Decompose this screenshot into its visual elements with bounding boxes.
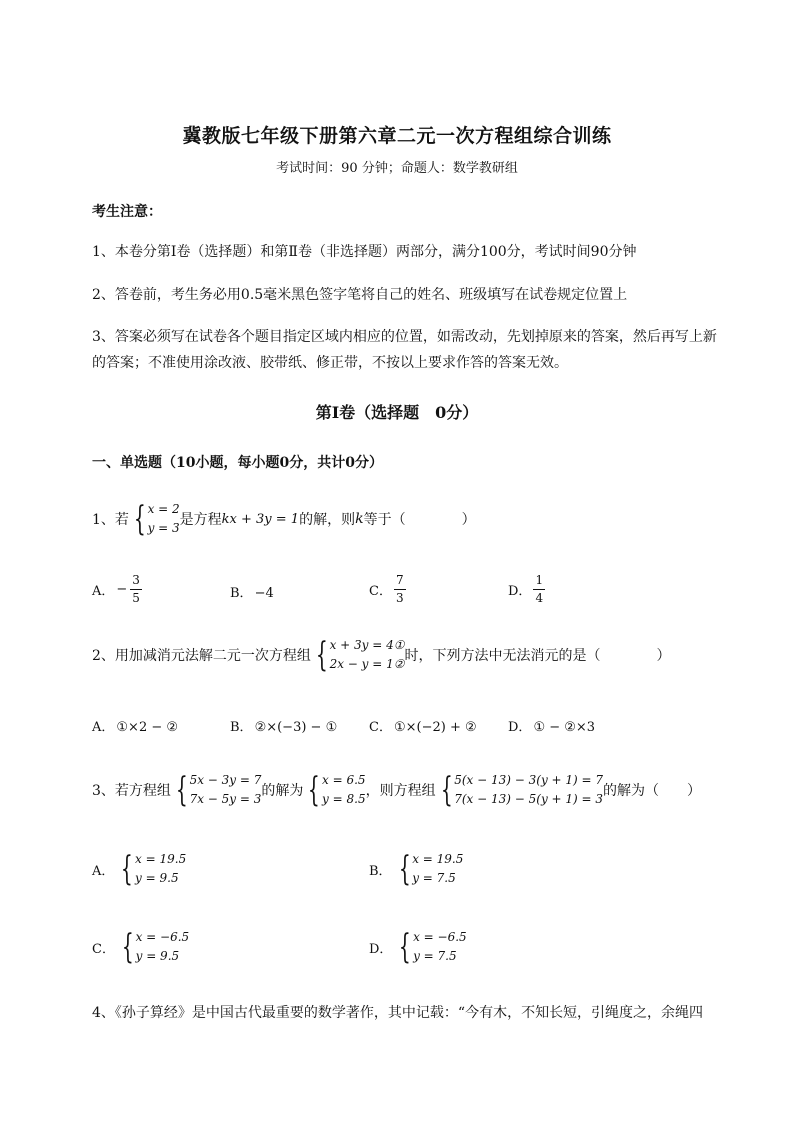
- option-value: ①×2 − ②: [116, 720, 179, 735]
- option-label: A．: [92, 863, 115, 879]
- option-label: B．: [369, 863, 392, 879]
- option-a[interactable]: [92, 850, 186, 888]
- section-title: 第Ⅰ卷（选择题 0分）: [315, 403, 479, 422]
- q2-suffix: 时，下列方法中无法消元的是（ ）: [404, 648, 671, 664]
- option-a[interactable]: [92, 572, 142, 607]
- fraction-denominator: 4: [535, 591, 544, 605]
- option-row: x = 19.5: [135, 852, 187, 866]
- q3-mid-2: ，则方程组: [365, 783, 436, 799]
- option-value: ①×(−2) + ②: [393, 720, 477, 735]
- page-title: 冀教版七年级下册第六章二元一次方程组综合训练: [182, 125, 612, 147]
- option-d[interactable]: [508, 716, 595, 735]
- option-c[interactable]: [92, 928, 189, 966]
- q2-system: { x + 3y = 4① 2x − y = 1②: [315, 635, 405, 675]
- q1-system-row: y = 3: [147, 521, 180, 535]
- q2-system-row: 2x − y = 1②: [329, 657, 405, 671]
- fraction-denominator: 3: [395, 591, 404, 605]
- q1-end: 等于（ ）: [363, 512, 476, 528]
- notice-item: 1、本卷分第Ⅰ卷（选择题）和第Ⅱ卷（非选择题）两部分，满分100分，考试时间90分钟: [92, 244, 637, 260]
- option-label: D．: [369, 941, 393, 957]
- option-label: D．: [508, 584, 532, 599]
- q3-system-2: { 5(x − 13) − 3(y + 1) = 7 7(x − 13) − 5(y + 1) = 3: [440, 770, 604, 810]
- fraction-numerator: 1: [533, 572, 545, 590]
- q3-system-row: 5x − 3y = 7: [189, 773, 262, 787]
- option-row: x = −6.5: [135, 930, 190, 944]
- option-row: y = 9.5: [135, 949, 180, 963]
- question-4: 4、《孙子算经》是中国古代最重要的数学著作，其中记载：“今有木，不知长短，引绳度之，余绳四: [92, 1005, 704, 1021]
- option-system: { x = 19.5 y = 7.5: [398, 849, 464, 889]
- q1-k: k: [355, 511, 364, 527]
- question-2: [92, 636, 671, 674]
- question-3: [92, 771, 701, 809]
- option-label: C．: [92, 941, 115, 957]
- q1-system-row: x = 2: [147, 502, 180, 516]
- question-1: [92, 500, 476, 538]
- q3-system-row: 7x − 5y = 3: [189, 792, 262, 806]
- option-fraction: [533, 572, 545, 607]
- option-a[interactable]: [92, 716, 178, 735]
- q3-solution-row: y = 8.5: [322, 792, 366, 806]
- option-system: { x = −6.5 y = 9.5: [121, 927, 190, 967]
- notice-item: 2、答卷前，考生务必用0.5毫米黑色签字笔将自己的姓名、班级填写在试卷规定位置上: [92, 287, 628, 303]
- option-system: { x = −6.5 y = 7.5: [399, 927, 467, 967]
- option-value: ① − ②×3: [533, 720, 596, 735]
- q3-solution-row: x = 6.5: [322, 773, 366, 787]
- q1-prefix: 1、若: [92, 512, 129, 528]
- q1-suffix: 的解，则: [299, 512, 356, 528]
- option-label: D．: [508, 720, 532, 735]
- q3-prefix: 3、若方程组: [92, 783, 171, 799]
- notice-heading: 考生注意：: [92, 204, 162, 220]
- option-label: A．: [92, 584, 115, 599]
- option-label: C．: [369, 584, 392, 599]
- q1-system: { x = 2 y = 3: [133, 499, 180, 539]
- option-value: −4: [254, 586, 274, 601]
- option-row: x = −6.5: [413, 930, 467, 944]
- q3-suffix: 的解为（ ）: [603, 783, 702, 799]
- option-fraction: [130, 572, 142, 607]
- option-b[interactable]: [230, 582, 274, 601]
- q3-system-row: 7(x − 13) − 5(y + 1) = 3: [454, 792, 604, 806]
- option-d[interactable]: [508, 572, 545, 607]
- fraction-numerator: 3: [130, 572, 142, 590]
- option-row: y = 7.5: [413, 949, 457, 963]
- q3-solution: { x = 6.5 y = 8.5: [308, 770, 366, 810]
- q1-equation: kx + 3y = 1: [221, 511, 300, 527]
- option-d[interactable]: [369, 928, 467, 966]
- exam-subtitle: 考试时间：90 分钟；命题人：数学教研组: [276, 161, 518, 176]
- option-b[interactable]: [230, 716, 337, 735]
- option-label: A．: [92, 720, 115, 735]
- option-label: B．: [230, 720, 253, 735]
- option-fraction: [394, 572, 406, 607]
- option-row: y = 9.5: [135, 871, 179, 885]
- option-row: y = 7.5: [412, 871, 456, 885]
- q2-prefix: 2、用加减消元法解二元一次方程组: [92, 648, 311, 664]
- option-value: ②×(−3) − ①: [254, 720, 338, 735]
- part-heading: 一、单选题（10小题，每小题0分，共计0分）: [92, 455, 383, 471]
- q3-system-1: { 5x − 3y = 7 7x − 5y = 3: [175, 770, 262, 810]
- option-c[interactable]: [369, 572, 406, 607]
- option-label: C．: [369, 720, 392, 735]
- q3-system-row: 5(x − 13) − 3(y + 1) = 7: [454, 773, 604, 787]
- notice-item: 的答案；不准使用涂改液、胶带纸、修正带，不按以上要求作答的答案无效。: [92, 355, 568, 371]
- q2-system-row: x + 3y = 4①: [329, 638, 405, 652]
- notice-item: 3、答案必须写在试卷各个题目指定区域内相应的位置，如需改动，先划掉原来的答案，然后再写上新: [92, 329, 717, 345]
- option-system: { x = 19.5 y = 9.5: [121, 849, 187, 889]
- option-b[interactable]: [369, 850, 463, 888]
- option-c[interactable]: [369, 716, 477, 735]
- option-row: x = 19.5: [412, 852, 464, 866]
- option-sign: −: [116, 582, 128, 597]
- q1-mid: 是方程: [179, 512, 222, 528]
- option-label: B．: [230, 586, 253, 601]
- q3-mid-1: 的解为: [261, 783, 304, 799]
- fraction-denominator: 5: [132, 591, 140, 605]
- fraction-numerator: 7: [394, 572, 406, 590]
